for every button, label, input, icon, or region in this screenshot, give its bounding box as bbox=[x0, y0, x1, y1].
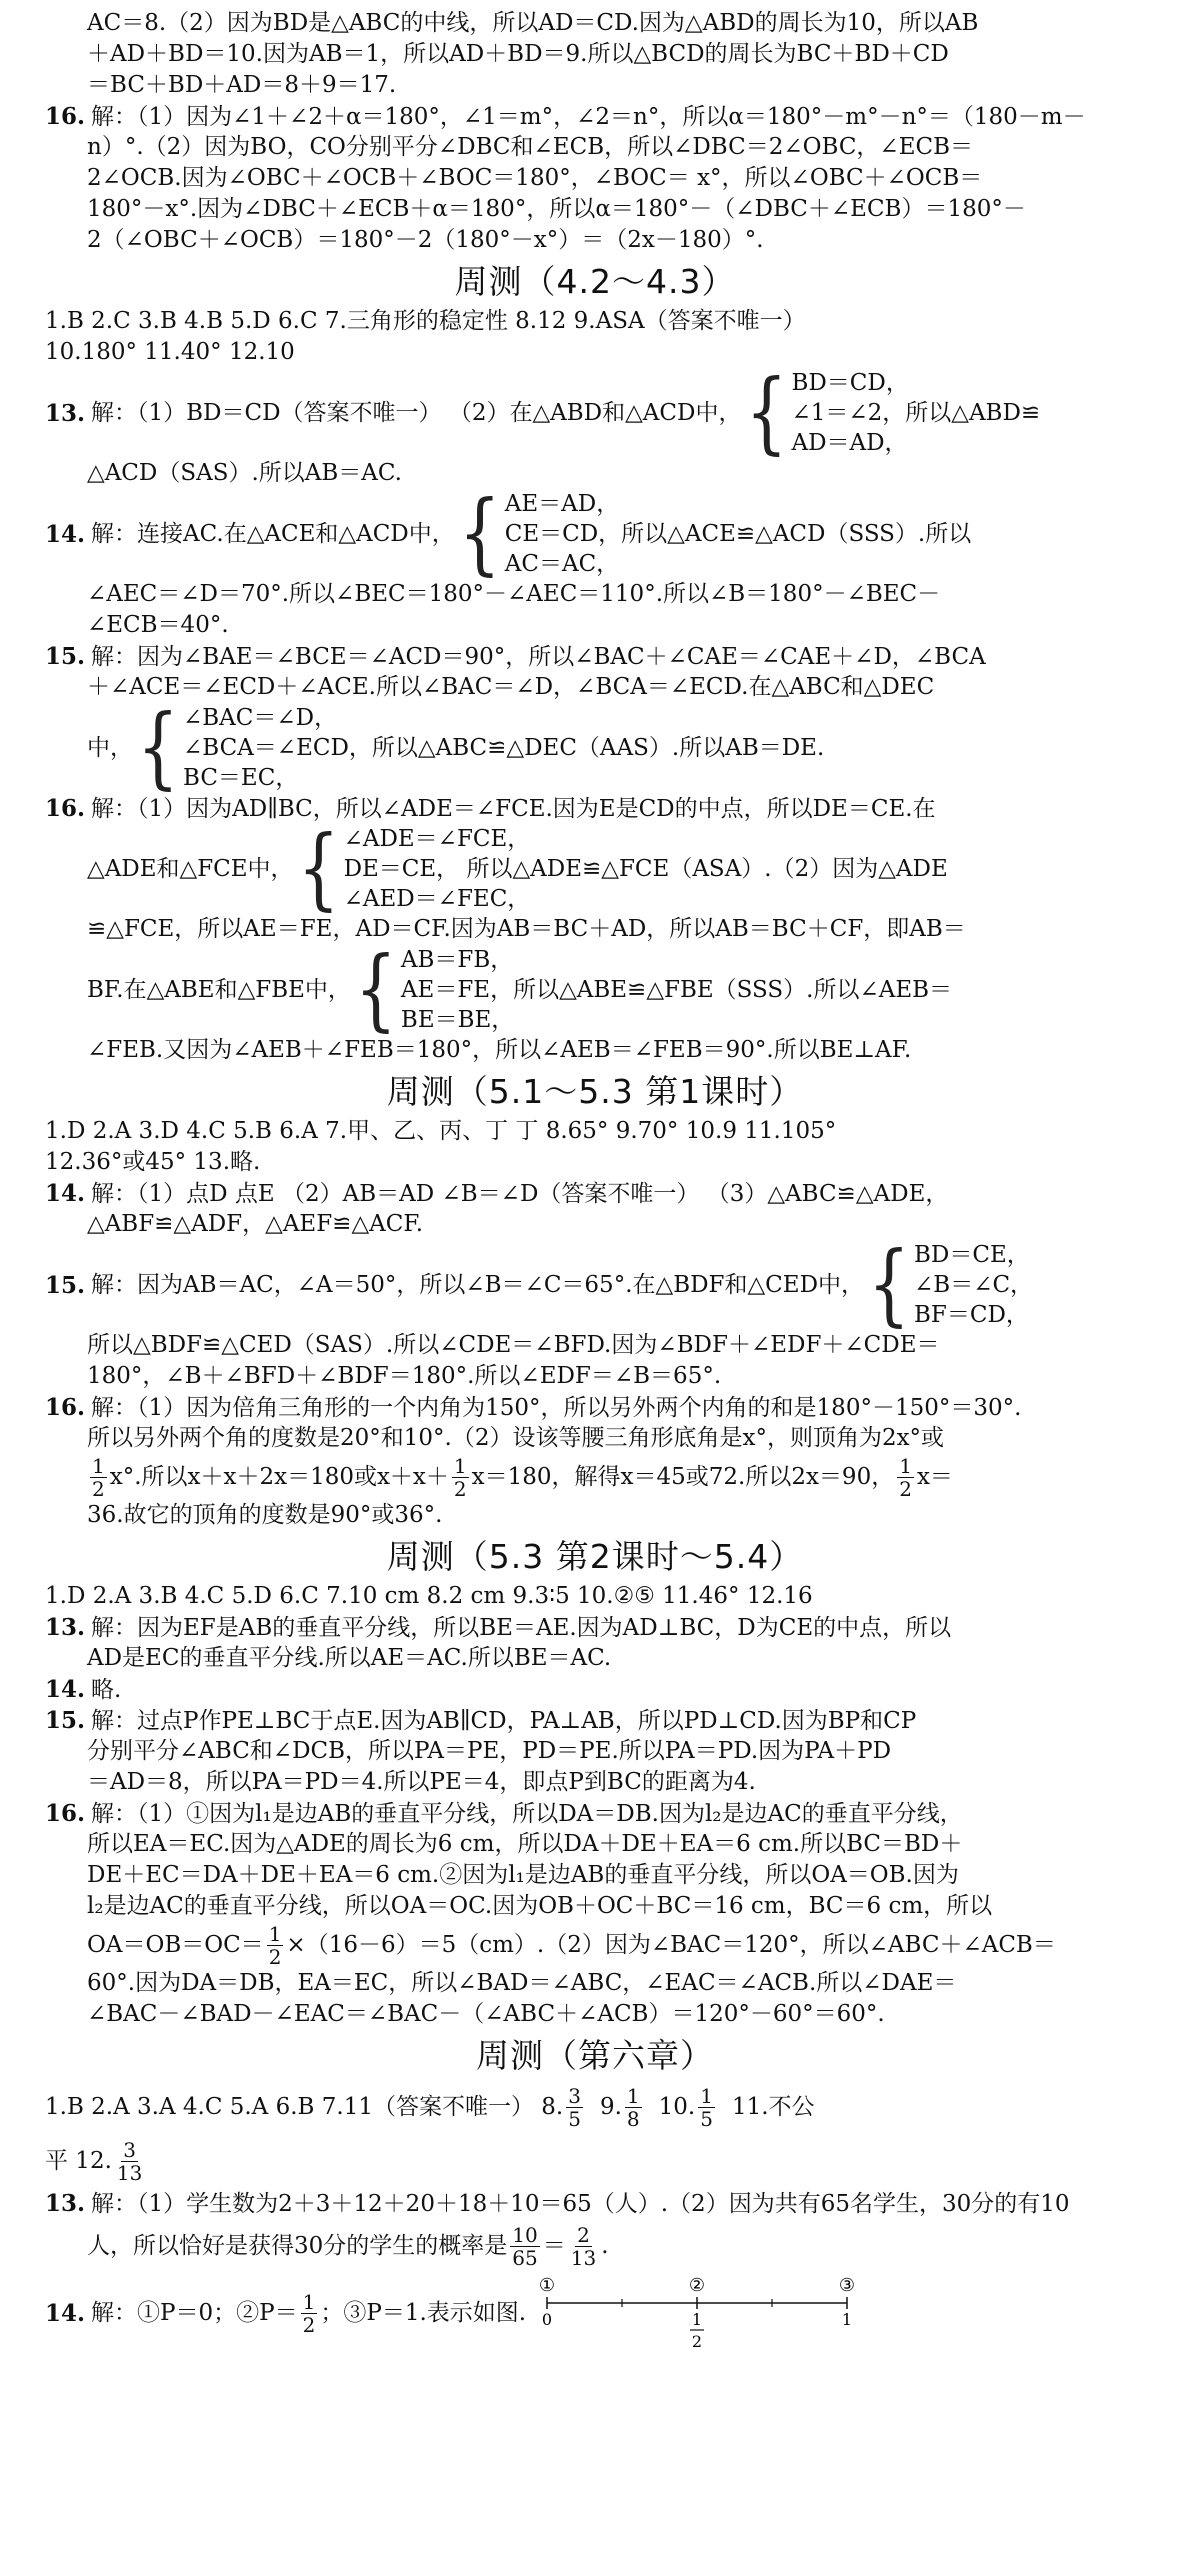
fraction-line bbox=[45, 2273, 1145, 2353]
fraction bbox=[625, 2085, 642, 2130]
point-label: ② bbox=[689, 2275, 706, 2296]
point-label: ① bbox=[539, 2275, 556, 2296]
equation: ∠1＝∠2，所以△ABD≌ bbox=[791, 400, 1041, 426]
equation-system bbox=[505, 489, 972, 579]
text-line: l₂是边AC的垂直平分线，所以OA＝OC.因为OB＋OC＋BC＝16 cm，BC＝6 cm，所以 bbox=[87, 1893, 993, 1919]
fraction bbox=[698, 2085, 715, 2130]
text-line: 解：（1）①因为l₁是边AB的垂直平分线，所以DA＝DB.因为l₂是边AC的垂直平分线， bbox=[91, 1801, 963, 1827]
text-line: ∠ECB＝40°. bbox=[87, 612, 229, 638]
text-line: ＝BC＋BD＋AD＝8＋9＝17. bbox=[87, 72, 397, 98]
fraction bbox=[452, 1455, 469, 1500]
text-line: 解：因为EF是AB的垂直平分线，所以BE＝AE.因为AD⊥BC，D为CE的中点，所以 bbox=[91, 1615, 952, 1641]
denominator: 5 bbox=[700, 2106, 713, 2131]
text-line: 所以另外两个角的度数是20°和10°.（2）设该等腰三角形底角是x°，则顶角为2x°或 bbox=[87, 1425, 945, 1451]
text-line: ＋∠ACE＝∠ECD＋∠ACE.所以∠BAC＝∠D，∠BCA＝∠ECD.在△ABC和△DEC bbox=[87, 674, 935, 700]
text-segment: △ADE和△FCE中， bbox=[87, 855, 294, 882]
brace-icon: { bbox=[137, 695, 179, 800]
numerator: 1 bbox=[626, 2083, 640, 2108]
problem-number: 16. bbox=[45, 103, 86, 130]
equation: DE＝CE， 所以△ADE≌△FCE（ASA）.（2）因为△ADE bbox=[343, 856, 948, 882]
brace-icon: { bbox=[868, 1232, 911, 1337]
fraction bbox=[115, 2139, 144, 2184]
text-segment: ；③P＝1.表示如图. bbox=[320, 2299, 527, 2326]
brace-icon: { bbox=[297, 816, 340, 921]
problem-number: 16. bbox=[45, 1800, 86, 1827]
denominator: 5 bbox=[568, 2106, 581, 2131]
numerator: 1 bbox=[92, 1453, 105, 1478]
answer-line: 1.B 2.C 3.B 4.B 5.D 6.C 7.三角形的稳定性 8.12 9.ASA（答案不唯一） bbox=[45, 308, 806, 334]
fraction bbox=[897, 1455, 914, 1500]
numerator: 1 bbox=[268, 1921, 282, 1946]
answer-line: 12.36°或45° 13.略. bbox=[45, 1149, 261, 1175]
text-segment: 解：①P＝0；②P＝ bbox=[91, 2299, 298, 2326]
numerator: 1 bbox=[453, 1453, 467, 1478]
equation-system-row bbox=[45, 1232, 1145, 1337]
denominator: 13 bbox=[116, 2160, 143, 2185]
text-line: 所以EA＝EC.因为△ADE的周长为6 cm，所以DA＋DE＋EA＝6 cm.所以BC＝BD＋ bbox=[87, 1831, 963, 1857]
equation: ∠B＝∠C， bbox=[914, 1272, 1034, 1298]
brace-icon: { bbox=[745, 360, 788, 465]
text-segment: 解：连接AC.在△ACE和△ACD中， bbox=[91, 520, 455, 547]
equation-system-row bbox=[45, 937, 1145, 1042]
point-label: ③ bbox=[839, 2275, 856, 2296]
section-title: 周测（第六章） bbox=[476, 2036, 714, 2075]
fraction bbox=[267, 1923, 284, 1968]
text-segment: x＝180，解得x＝45或72.所以2x＝90， bbox=[471, 1463, 895, 1490]
text-line: △ABF≌△ADF，△AEF≌△ACF. bbox=[87, 1211, 424, 1237]
text-line: ∠AEC＝∠D＝70°.所以∠BEC＝180°－∠AEC＝110°.所以∠B＝180°－∠BEC－ bbox=[87, 581, 941, 607]
text-segment: BF.在△ABE和△FBE中， bbox=[87, 976, 351, 1003]
text-segment: ×（16－6）＝5（cm）.（2）因为∠BAC＝120°，所以∠ABC＋∠ACB＝ bbox=[286, 1931, 1056, 1958]
equation: BD＝CE， bbox=[914, 1242, 1030, 1268]
problem-number: 13. bbox=[45, 1614, 86, 1641]
numerator: 1 bbox=[302, 2289, 316, 2314]
text-segment: 解：（1）BD＝CD（答案不唯一） （2）在△ABD和△ACD中， bbox=[91, 399, 742, 426]
text-segment: 平 12. bbox=[45, 2147, 112, 2174]
equation: BD＝CD， bbox=[791, 370, 909, 396]
denominator: 2 bbox=[92, 1476, 105, 1501]
text-line: 解：（1）因为倍角三角形的一个内角为150°，所以另外两个内角的和是180°－150°＝30°. bbox=[91, 1395, 1022, 1421]
text-segment: 11.不公 bbox=[731, 2093, 815, 2120]
numerator: 1 bbox=[899, 1453, 912, 1478]
equation: BF＝CD， bbox=[914, 1302, 1029, 1328]
answer-line: 1.D 2.A 3.D 4.C 5.B 6.A 7.甲、乙、丙、丁 丁 8.65° 9.70° 10.9 11.105° bbox=[45, 1118, 837, 1144]
text-line: 解：因为∠BAE＝∠BCE＝∠ACD＝90°，所以∠BAC＋∠CAE＝∠CAE＋∠D，∠BCA bbox=[91, 644, 986, 670]
text-segment: x°.所以x＋x＋2x＝180或x＋x＋ bbox=[109, 1463, 449, 1490]
text-line: 分别平分∠ABC和∠DCB，所以PA＝PE，PD＝PE.所以PA＝PD.因为PA＋PD bbox=[87, 1738, 892, 1764]
text-line: 所以△BDF≌△CED（SAS）.所以∠CDE＝∠BFD.因为∠BDF＋∠EDF＋∠CDE＝ bbox=[87, 1332, 940, 1358]
equation-system-row bbox=[45, 481, 1145, 586]
equation: AD＝AD， bbox=[791, 430, 908, 456]
text-segment: . bbox=[601, 2232, 609, 2259]
text-segment: 9. bbox=[599, 2093, 622, 2120]
text-line: ∠FEB.又因为∠AEB＋∠FEB＝180°，所以∠AEB＝∠FEB＝90°.所以BE⊥AF. bbox=[87, 1037, 912, 1063]
equation: AB＝FB， bbox=[400, 947, 514, 973]
equation-system-row bbox=[45, 816, 1145, 921]
text-line: 2∠OCB.因为∠OBC＋∠OCB＋∠BOC＝180°，∠BOC＝ x°，所以∠OBC＋∠OCB＝ bbox=[87, 165, 983, 191]
equation: AC＝AC， bbox=[504, 551, 620, 577]
equation: BE＝BE， bbox=[400, 1007, 515, 1033]
problem-number: 14. bbox=[45, 520, 86, 548]
denominator: 2 bbox=[453, 1476, 467, 1501]
equation: CE＝CD，所以△ACE≌△ACD（SSS）.所以 bbox=[504, 521, 972, 547]
text-line: 180°，∠B＋∠BFD＋∠BDF＝180°.所以∠EDF＝∠B＝65°. bbox=[87, 1363, 722, 1389]
text-line: AC＝8.（2）因为BD是△ABC的中线，所以AD＝CD.因为△ABD的周长为10，所以AB bbox=[87, 10, 979, 36]
problem-number: 14. bbox=[45, 1180, 86, 1207]
number-line-diagram bbox=[532, 2273, 862, 2353]
section-title: 周测（4.2～4.3） bbox=[454, 262, 736, 301]
answer-page bbox=[45, 0, 1145, 2353]
text-line: 解：（1）因为∠1＋∠2＋α＝180°，∠1＝m°，∠2＝n°，所以α＝180°－m°－n°＝（180－m－ bbox=[91, 104, 1086, 130]
equation: BC＝EC， bbox=[183, 765, 299, 791]
text-segment: 10. bbox=[658, 2093, 696, 2120]
answer-line bbox=[45, 2080, 1145, 2134]
numerator: 1 bbox=[700, 2083, 713, 2108]
text-line: ＋AD＋BD＝10.因为AB＝1，所以AD＋BD＝9.所以△BCD的周长为BC＋BD＋CD bbox=[87, 41, 949, 67]
numerator: 3 bbox=[568, 2083, 581, 2108]
equation-system bbox=[401, 945, 952, 1035]
text-line: n）°.（2）因为BO，CO分别平分∠DBC和∠ECB，所以∠DBC＝2∠OBC，∠ECB＝ bbox=[87, 134, 973, 160]
fraction-line bbox=[45, 2219, 1145, 2273]
fraction bbox=[90, 1455, 107, 1500]
numerator: 3 bbox=[123, 2137, 136, 2162]
brace-icon: { bbox=[458, 481, 501, 586]
equation-system bbox=[791, 368, 1040, 458]
fraction-line bbox=[45, 1922, 1145, 1968]
denominator: 2 bbox=[302, 2312, 316, 2337]
tick-label: 0 bbox=[541, 2310, 553, 2329]
brace-icon: { bbox=[354, 937, 397, 1042]
text-line: 2（∠OBC＋∠OCB）＝180°－2（180°－x°）＝（2x－180）°. bbox=[87, 227, 764, 253]
equation-system-row bbox=[45, 360, 1145, 465]
denominator: 2 bbox=[899, 1476, 912, 1501]
section-title: 周测（5.1～5.3 第1课时） bbox=[386, 1072, 804, 1111]
equation: ∠AED＝∠FEC， bbox=[343, 886, 531, 912]
equation-system-row bbox=[45, 695, 1145, 800]
equation-system bbox=[344, 824, 948, 914]
text-segment: x＝ bbox=[916, 1463, 953, 1490]
tick-label-denominator: 2 bbox=[691, 2332, 703, 2351]
text-line: ≌△FCE，所以AE＝FE，AD＝CF.因为AB＝BC＋AD，所以AB＝BC＋CF，即AB＝ bbox=[87, 916, 966, 942]
denominator: 8 bbox=[626, 2106, 640, 2131]
text-line: △ACD（SAS）.所以AB＝AC. bbox=[87, 460, 402, 486]
text-line: ∠BAC－∠BAD－∠EAC＝∠BAC－（∠ABC＋∠ACB）＝120°－60°＝60°. bbox=[87, 2001, 885, 2027]
text-segment: 中， bbox=[87, 734, 133, 761]
equation-system bbox=[183, 703, 824, 793]
text-line: 略. bbox=[91, 1677, 122, 1703]
section-title: 周测（5.3 第2课时～5.4） bbox=[386, 1537, 804, 1576]
problem-number: 14. bbox=[45, 1676, 86, 1703]
problem-number: 16. bbox=[45, 1394, 86, 1421]
text-segment: 1.B 2.A 3.A 4.C 5.A 6.B 7.11（答案不唯一） 8. bbox=[45, 2093, 564, 2120]
text-line: AD是EC的垂直平分线.所以AE＝AC.所以BE＝AC. bbox=[87, 1645, 612, 1671]
denominator: 13 bbox=[570, 2245, 597, 2270]
fraction bbox=[510, 2224, 539, 2269]
problem-number: 13. bbox=[45, 2190, 86, 2217]
fraction-line bbox=[45, 1454, 1145, 1500]
answer-line: 10.180° 11.40° 12.10 bbox=[45, 339, 295, 365]
equation: ∠ADE＝∠FCE， bbox=[343, 826, 531, 852]
problem-number: 13. bbox=[45, 399, 86, 427]
problem-number: 15. bbox=[45, 1707, 86, 1734]
text-line: 36.故它的顶角的度数是90°或36°. bbox=[87, 1502, 443, 1528]
text-line: DE＋EC＝DA＋DE＋EA＝6 cm.②因为l₁是边AB的垂直平分线，所以OA＝OB.因为 bbox=[87, 1862, 959, 1888]
fraction bbox=[569, 2224, 598, 2269]
problem-number: 15. bbox=[45, 1271, 86, 1299]
equation: ∠BCA＝∠ECD，所以△ABC≌△DEC（AAS）.所以AB＝DE. bbox=[183, 735, 825, 761]
equation: AE＝AD， bbox=[504, 491, 620, 517]
equation: AE＝FE，所以△ABE≌△FBE（SSS）.所以∠AEB＝ bbox=[400, 977, 953, 1003]
numerator: 10 bbox=[512, 2222, 538, 2247]
fraction bbox=[301, 2291, 318, 2336]
text-line: ＝AD＝8，所以PA＝PD＝4.所以PE＝4，即点P到BC的距离为4. bbox=[87, 1769, 756, 1795]
problem-number: 14. bbox=[45, 2299, 86, 2327]
text-segment: ＝ bbox=[542, 2232, 566, 2259]
problem-number: 16. bbox=[45, 795, 86, 822]
answer-line bbox=[45, 2134, 1145, 2188]
text-segment: 解：因为AB＝AC，∠A＝50°，所以∠B＝∠C＝65°.在△BDF和△CED中， bbox=[91, 1271, 865, 1298]
answer-line: 1.D 2.A 3.B 4.C 5.D 6.C 7.10 cm 8.2 cm 9.3∶5 10.②⑤ 11.46° 12.16 bbox=[45, 1583, 813, 1609]
denominator: 65 bbox=[512, 2245, 538, 2270]
problem-number: 15. bbox=[45, 643, 86, 670]
text-line: 180°－x°.因为∠DBC＋∠ECB＋α＝180°，所以α＝180°－（∠DBC＋∠ECB）＝180°－ bbox=[87, 196, 1026, 222]
tick-label-numerator: 1 bbox=[691, 2310, 703, 2329]
numerator: 2 bbox=[577, 2222, 590, 2247]
text-line: 解：（1）因为AD∥BC，所以∠ADE＝∠FCE.因为E是CD的中点，所以DE＝CE.在 bbox=[91, 796, 936, 822]
equation-system bbox=[914, 1240, 1033, 1330]
fraction bbox=[566, 2085, 583, 2130]
text-line: 解：（1）学生数为2＋3＋12＋20＋18＋10＝65（人）.（2）因为共有65名学生，30分的有10 bbox=[91, 2191, 1070, 2217]
denominator: 2 bbox=[268, 1944, 282, 1969]
text-line: 解：过点P作PE⊥BC于点E.因为AB∥CD，PA⊥AB，所以PD⊥CD.因为BP和CP bbox=[91, 1708, 917, 1734]
text-segment: 人，所以恰好是获得30分的学生的概率是 bbox=[87, 2232, 508, 2259]
tick-label: 1 bbox=[841, 2310, 853, 2329]
text-line: 60°.因为DA＝DB，EA＝EC，所以∠BAD＝∠ABC，∠EAC＝∠ACB.所以∠DAE＝ bbox=[87, 1970, 957, 1996]
text-segment: OA＝OB＝OC＝ bbox=[87, 1931, 264, 1958]
text-line: 解：（1）点D 点E （2）AB＝AD ∠B＝∠D（答案不唯一） （3）△ABC≌△ADE， bbox=[91, 1181, 949, 1207]
equation: ∠BAC＝∠D， bbox=[183, 705, 338, 731]
